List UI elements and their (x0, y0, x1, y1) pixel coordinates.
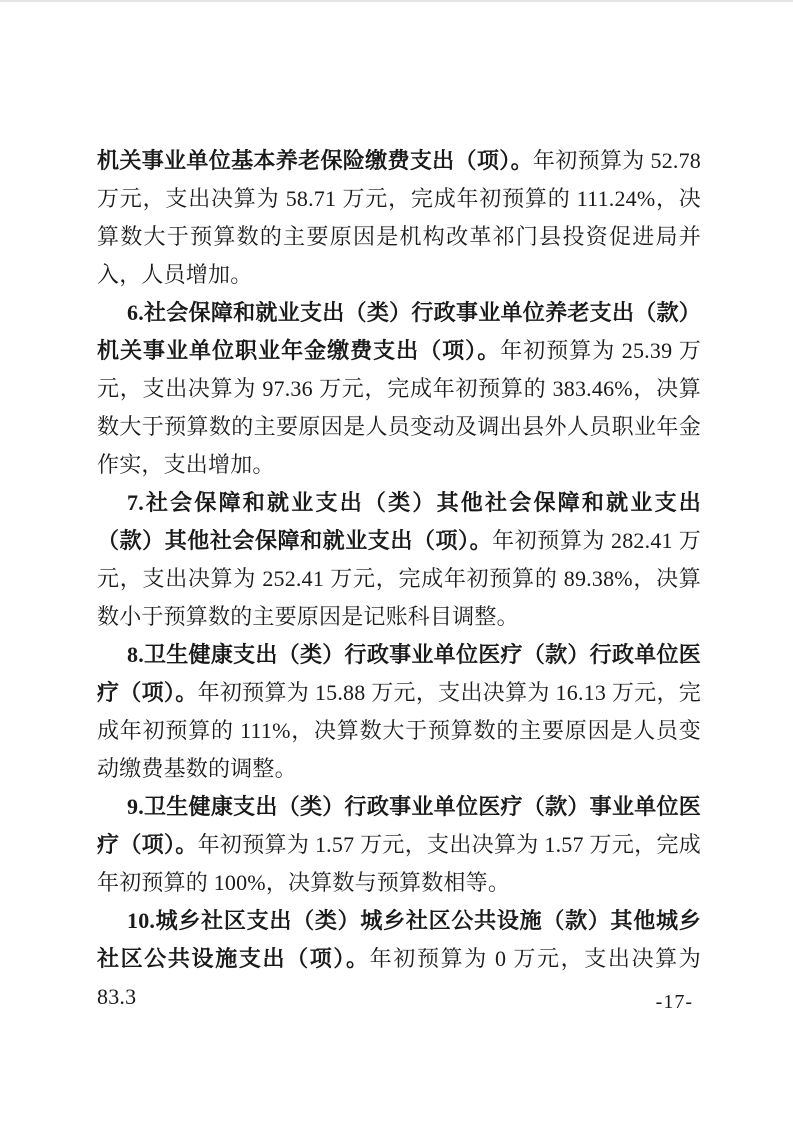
paragraph-body: 年初预算为 25.39 万元，支出决算为 97.36 万元，完成年初预算的 383.46%，决算数大于预算数的主要原因是人员变动及调出县外人员职业年金作实，支出增加。 (97, 338, 701, 477)
paragraph-heading: 7.社会保障和就业支出（类）其他社会保障和就业支出（款）其他社会保障和就业支出（项）。 (97, 490, 701, 553)
paragraph-9 (97, 788, 701, 902)
paragraph-10 (97, 902, 701, 1016)
paragraph-body: 年初预算为 282.41 万元，支出决算为 252.41 万元，完成年初预算的 89.38%，决算数小于预算数的主要原因是记账科目调整。 (97, 528, 701, 629)
paragraph-heading: 机关事业单位基本养老保险缴费支出（项）。 (97, 148, 533, 173)
paragraph-body: 年初预算为 0 万元，支出决算为 83.3 (97, 946, 702, 1009)
paragraph-heading: 9.卫生健康支出（类）行政事业单位医疗（款）事业单位医疗（项）。 (97, 794, 701, 857)
paragraph-8 (97, 636, 701, 788)
paragraph-heading: 8.卫生健康支出（类）行政事业单位医疗（款）行政单位医疗（项）。 (97, 642, 701, 705)
paragraph-7 (97, 484, 701, 636)
paragraph-continuation (97, 142, 701, 294)
page-number: -17- (655, 991, 693, 1013)
text-block (97, 142, 701, 1016)
paragraph-body: 年初预算为 52.78 万元，支出决算为 58.71 万元，完成年初预算的 111.24%，决算数大于预算数的主要原因是机构改革祁门县投资促进局并入，人员增加。 (97, 148, 701, 287)
paragraph-heading: 6.社会保障和就业支出（类）行政事业单位养老支出（款）机关事业单位职业年金缴费支出（项）。 (97, 300, 701, 363)
paragraph-6 (97, 294, 701, 484)
paragraph-body: 年初预算为 15.88 万元，支出决算为 16.13 万元，完成年初预算的 111%，决算数大于预算数的主要原因是人员变动缴费基数的调整。 (97, 680, 701, 781)
paragraph-heading: 10.城乡社区支出（类）城乡社区公共设施（款）其他城乡社区公共设施支出（项）。 (97, 908, 701, 971)
scan-top-edge (0, 0, 793, 2)
paragraph-body: 年初预算为 1.57 万元，支出决算为 1.57 万元，完成年初预算的 100%，决算数与预算数相等。 (97, 832, 701, 895)
